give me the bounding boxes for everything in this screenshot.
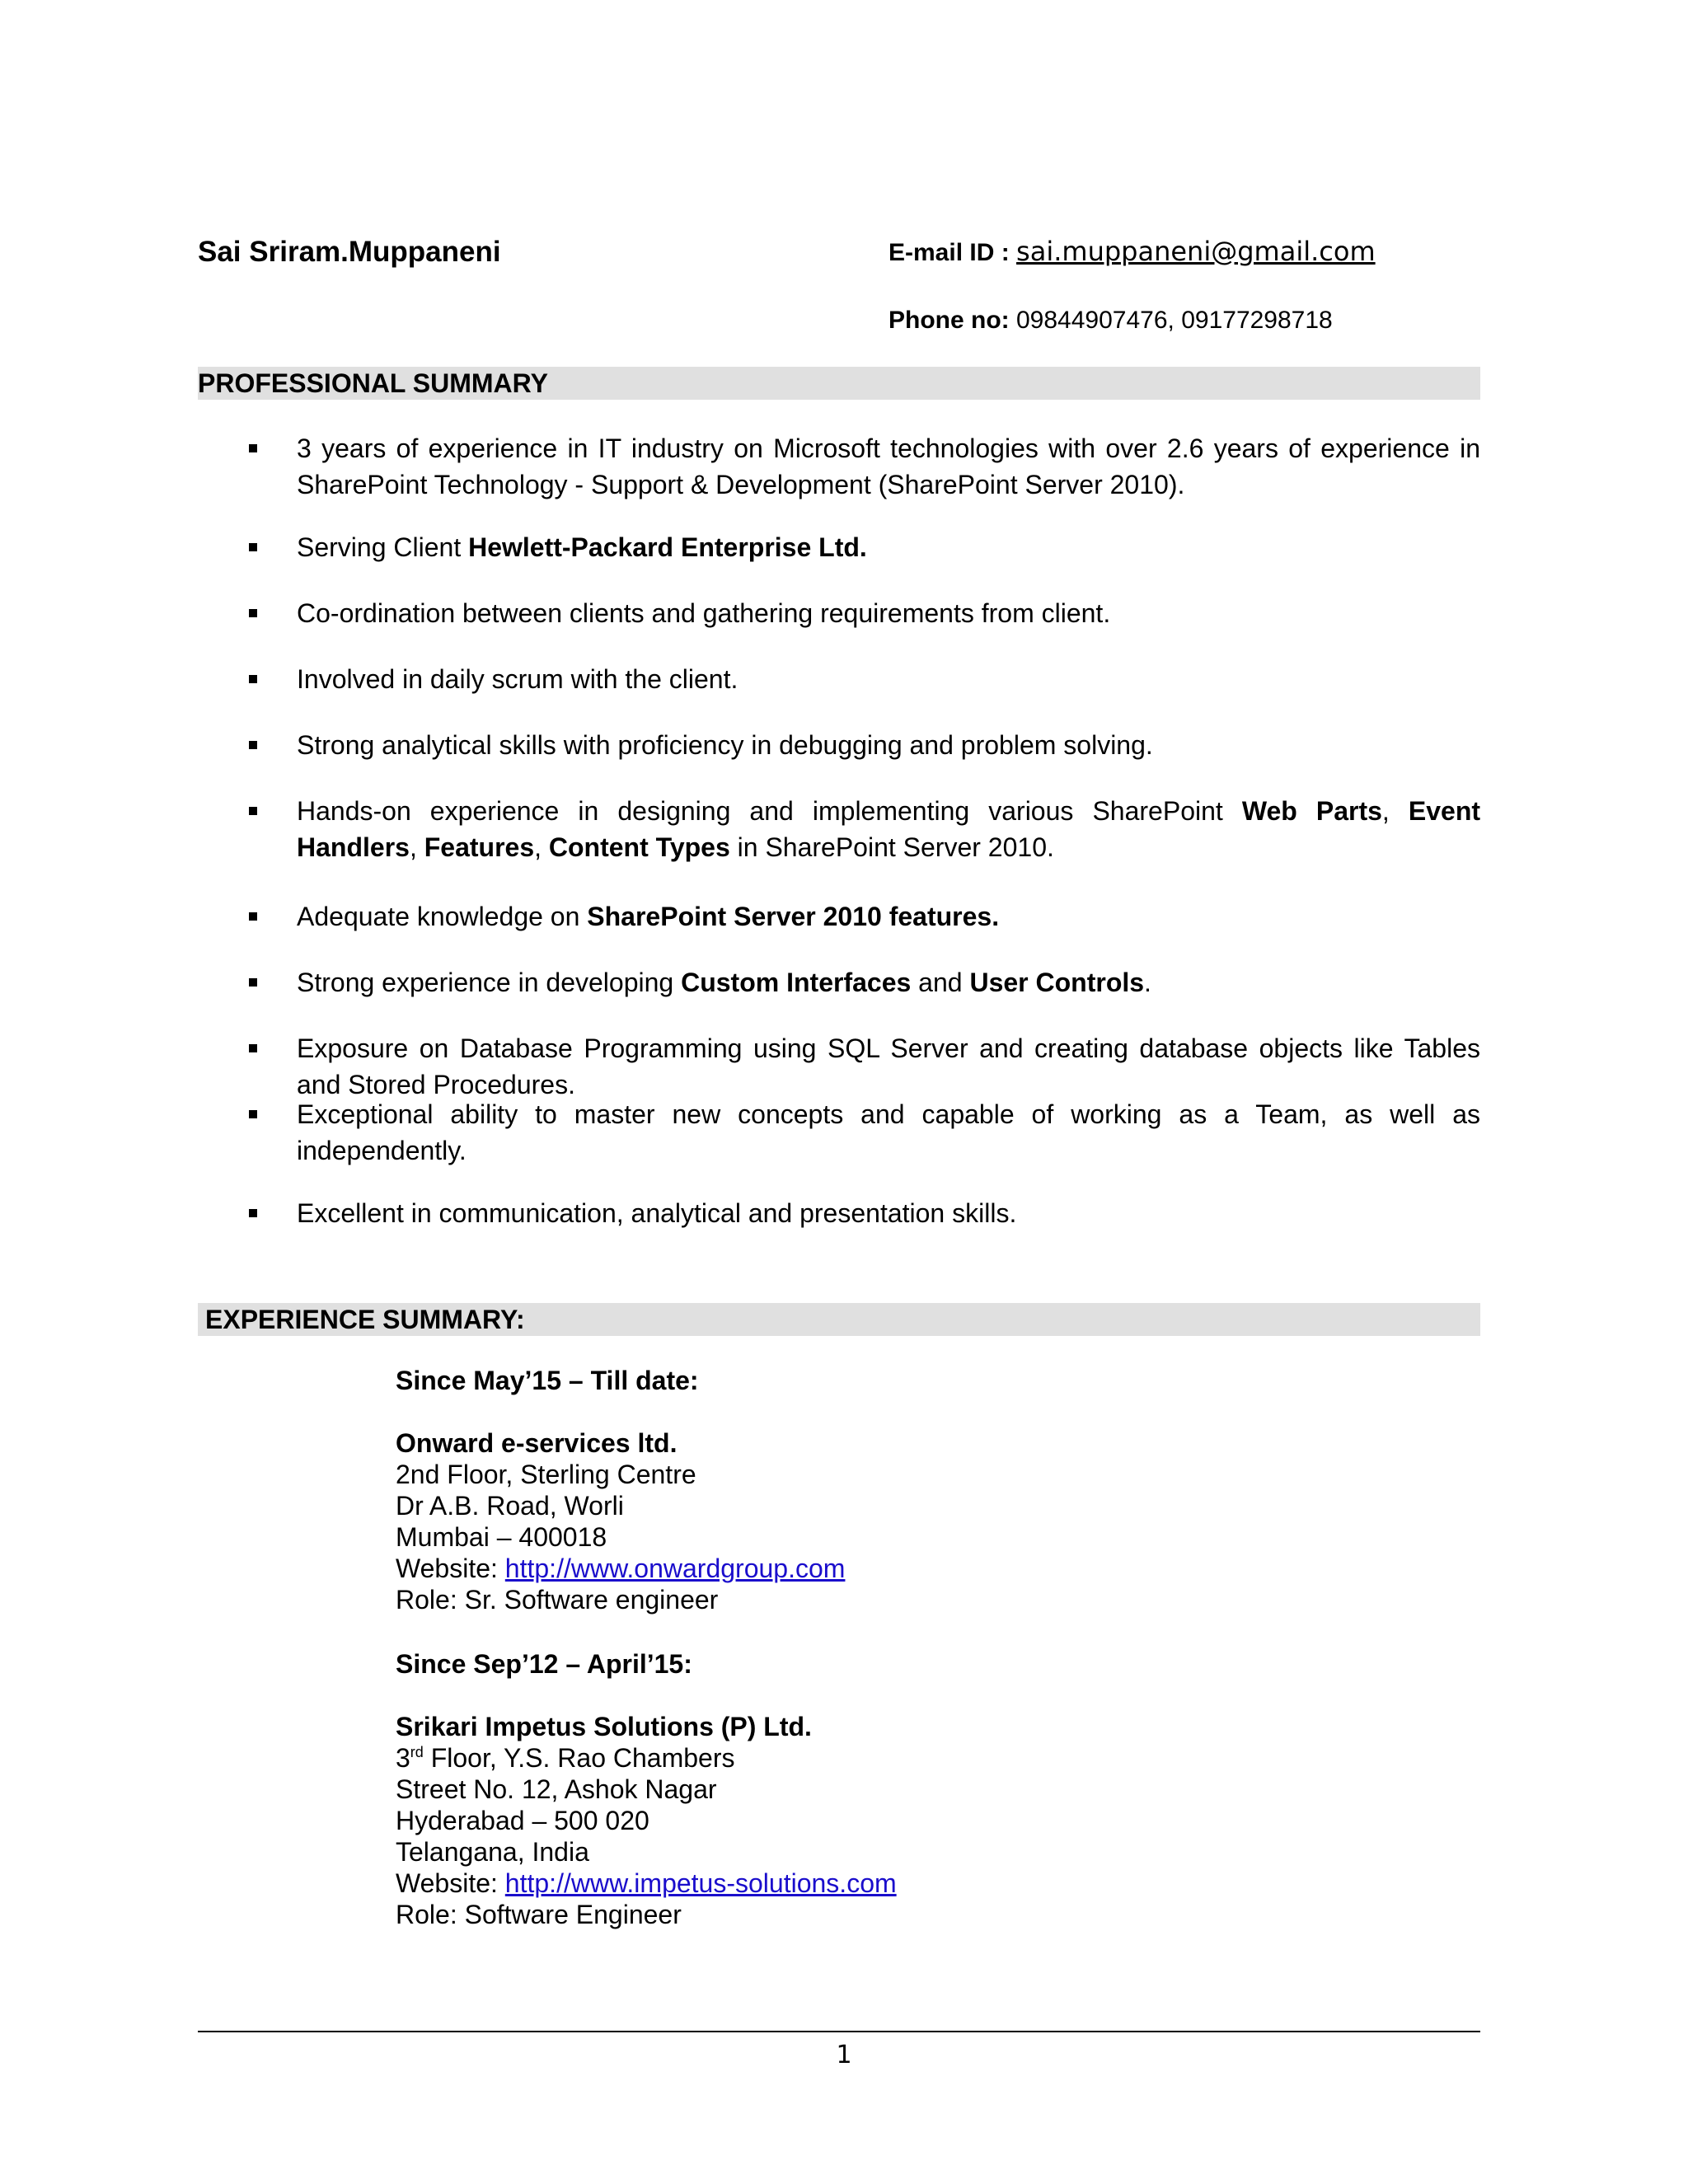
address-line: Mumbai – 400018 [396,1522,607,1552]
bullet-bold-text: Event Handlers [297,796,1481,862]
bullet-text: Adequate knowledge on [297,902,588,931]
bullet-text: Strong analytical skills with proficiency in debugging and problem solving. [297,730,1153,760]
company-name: Onward e-services ltd. [396,1428,678,1458]
bullet-text: Involved in daily scrum with the client. [297,664,738,694]
bullet-square-icon [249,444,257,452]
experience-summary-heading: EXPERIENCE SUMMARY: [198,1303,1480,1336]
candidate-name: Sai Sriram.Muppaneni [198,236,501,268]
email-row [889,236,1376,267]
phone-value: 09844907476, 09177298718 [1016,307,1333,334]
bullet-text: Excellent in communication, analytical and presentation skills. [297,1198,1017,1228]
address-line: 2nd Floor, Sterling Centre [396,1460,696,1489]
email-label: E-mail ID : [889,239,1010,266]
summary-bullet [297,1195,1480,1231]
bullet-text: , [534,832,549,862]
bullet-square-icon [249,978,257,987]
phone-row [889,307,1333,335]
bullet-square-icon [249,1044,257,1052]
bullet-square-icon [249,543,257,551]
bullet-square-icon [249,807,257,815]
address-line: 3rd Floor, Y.S. Rao Chambers [396,1743,735,1773]
summary-bullet [297,793,1480,865]
summary-bullet [297,430,1480,503]
address-line: Dr A.B. Road, Worli [396,1491,624,1521]
bullet-text: , [1381,796,1409,826]
bullet-square-icon [249,1110,257,1118]
bullet-square-icon [249,675,257,683]
bullet-bold-text: Web Parts [1241,796,1382,826]
email-link[interactable]: sai.muppaneni@gmail.com [1016,236,1376,267]
website-row [396,1553,845,1584]
bullet-text: Exposure on Database Programming using SQL Server and creating database objects like Tables and Stored Procedures. [297,1033,1480,1099]
company-website-link[interactable]: http://www.impetus-solutions.com [504,1868,897,1898]
address-line: Hyderabad – 500 020 [396,1806,649,1835]
bullet-text: Hands-on experience in designing and implementing various SharePoint [297,796,1242,826]
bullet-bold-text: Content Types [548,832,730,862]
address-line: Telangana, India [396,1837,589,1867]
summary-bullet [297,898,1480,935]
phone-label: Phone no: [889,307,1010,334]
bullet-text: . [1144,968,1151,997]
bullet-text: , [409,832,424,862]
bullet-text: 3 years of experience in IT industry on Microsoft technologies with over 2.6 years of experience in SharePoint Technology - Support & Development (SharePoint Server 2010). [297,434,1480,499]
summary-bullet [297,727,1480,763]
bullet-bold-text: Features [424,832,535,862]
job-2 [396,1648,897,1930]
website-label: Website: [396,1868,505,1898]
bullet-bold-text: SharePoint Server 2010 features. [587,902,1000,931]
job-role: Role: Sr. Software engineer [396,1585,719,1615]
company-website-link[interactable]: http://www.onwardgroup.com [504,1554,846,1583]
professional-summary-heading: PROFESSIONAL SUMMARY [198,367,1480,400]
job-period: Since May’15 – Till date: [396,1366,699,1395]
bullet-text: in SharePoint Server 2010. [729,832,1054,862]
summary-bullet [297,1096,1480,1169]
bullet-text: Exceptional ability to master new concepts and capable of working as a Team, as well as independently. [297,1099,1480,1165]
page-number: 1 [836,2041,852,2069]
address-line: Street No. 12, Ashok Nagar [396,1774,717,1804]
summary-bullet [297,595,1480,631]
job-period: Since Sep’12 – April’15: [396,1649,692,1679]
job-1 [396,1365,845,1615]
job-role: Role: Software Engineer [396,1900,682,1929]
company-name: Srikari Impetus Solutions (P) Ltd. [396,1712,812,1741]
summary-bullet [297,529,1480,565]
bullet-bold-text: Hewlett-Packard Enterprise Ltd. [468,532,867,562]
bullet-text: Serving Client [297,532,469,562]
footer-divider [198,2031,1480,2032]
bullet-text: and [911,968,970,997]
bullet-text: Strong experience in developing [297,968,682,997]
bullet-bold-text: User Controls [969,968,1145,997]
summary-bullet [297,1030,1480,1103]
summary-bullet [297,964,1480,1001]
website-label: Website: [396,1554,505,1583]
bullet-text: Co-ordination between clients and gathering requirements from client. [297,598,1111,628]
summary-bullet [297,661,1480,697]
website-row [396,1868,897,1899]
bullet-square-icon [249,1209,257,1217]
bullet-square-icon [249,609,257,617]
bullet-square-icon [249,912,257,921]
bullet-bold-text: Custom Interfaces [681,968,912,997]
bullet-square-icon [249,741,257,749]
